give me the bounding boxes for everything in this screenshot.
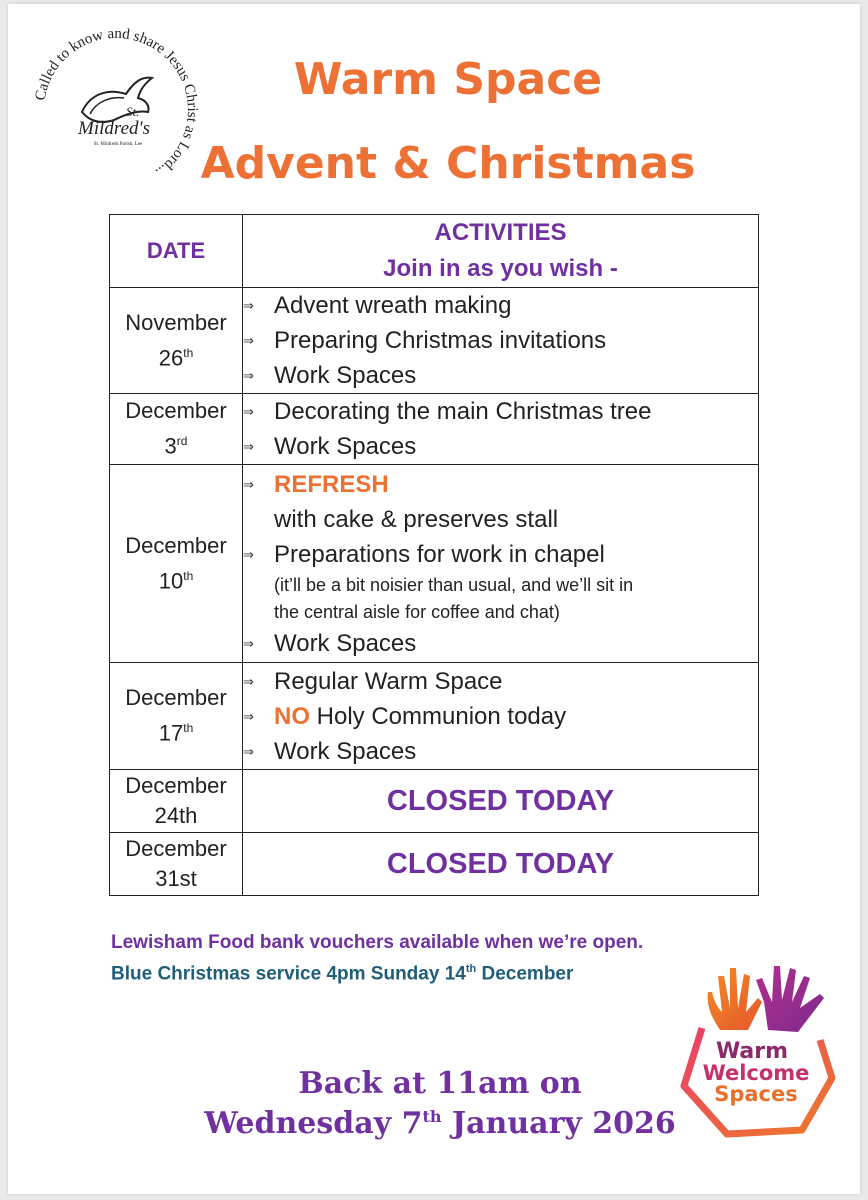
table-header-row	[110, 215, 759, 288]
table-row	[110, 663, 759, 770]
logo-ring-text: Called to know and share Jesus Christ as Lord...	[32, 25, 201, 181]
table-row	[110, 465, 759, 663]
row-date	[110, 833, 243, 896]
row-day: 3rd	[164, 433, 188, 459]
table-row	[110, 394, 759, 465]
closed-label: CLOSED TODAY	[243, 770, 759, 833]
header-activities-sub: Join in as you wish -	[383, 255, 618, 282]
row-activities	[243, 288, 759, 394]
header-activities: ACTIVITIES	[434, 219, 567, 246]
list-item: ⇒ Preparations for work in chapel	[243, 537, 758, 572]
table-row	[110, 770, 759, 833]
title-line-2: Advent & Christmas	[200, 138, 696, 189]
arrow-icon: ⇒	[243, 404, 254, 419]
arrow-icon: ⇒	[243, 298, 254, 313]
title-line-1: Warm Space	[293, 54, 603, 105]
row-activities	[243, 663, 759, 770]
wws-line-2: Welcome	[702, 1061, 810, 1085]
row-day: 10th	[158, 568, 194, 594]
row-date	[110, 465, 243, 663]
row-month: December	[125, 773, 227, 798]
arrow-icon: ⇒	[243, 673, 254, 689]
logo-name: Mildred's	[78, 118, 150, 139]
list-item-note: the central aisle for coffee and chat)	[274, 601, 560, 622]
row-day: 17th	[158, 720, 194, 746]
back-line-2: Wednesday 7th January 2026	[204, 1106, 676, 1141]
row-day: 31st	[155, 866, 197, 891]
row-date	[110, 288, 243, 394]
arrow-icon: ⇒	[243, 439, 254, 454]
arrow-icon: ⇒	[243, 708, 254, 724]
list-item: ⇒ NO Holy Communion today	[243, 699, 758, 734]
list-item: ⇒ Work Spaces	[243, 429, 758, 464]
list-item: ⇒ Decorating the main Christmas tree	[243, 394, 758, 429]
list-item: ⇒ Regular Warm Space	[243, 664, 758, 699]
wws-line-3: Spaces	[714, 1082, 798, 1106]
row-day: 26th	[158, 345, 194, 371]
warm-welcome-spaces-logo	[672, 958, 842, 1143]
left-hand-icon	[708, 968, 762, 1030]
table-row	[110, 833, 759, 896]
arrow-icon: ⇒	[243, 476, 254, 492]
row-month: December	[125, 398, 227, 424]
foodbank-note: Lewisham Food bank vouchers available when we’re open.	[111, 932, 644, 953]
list-item: ⇒ Work Spaces	[243, 734, 758, 769]
dove-icon	[82, 78, 152, 122]
list-item: ⇒ REFRESH	[243, 467, 758, 502]
arrow-icon: ⇒	[243, 333, 254, 348]
schedule-table	[109, 214, 759, 896]
header-activities-cell	[243, 215, 759, 288]
arrow-icon: ⇒	[243, 743, 254, 759]
row-month: November	[125, 309, 227, 335]
row-date	[110, 663, 243, 770]
row-date	[110, 770, 243, 833]
row-month: December	[125, 836, 227, 861]
blue-christmas-note: Blue Christmas service 4pm Sunday 14th December	[111, 963, 574, 985]
row-date	[110, 394, 243, 465]
row-activities	[243, 394, 759, 465]
list-item-sub: with cake & preserves stall	[274, 505, 559, 533]
arrow-icon: ⇒	[243, 546, 254, 562]
logo-st: St.	[126, 104, 140, 119]
list-item: ⇒ Work Spaces	[243, 626, 758, 661]
closed-label: CLOSED TODAY	[243, 833, 759, 896]
list-item-note: (it’ll be a bit noisier than usual, and we’ll sit in	[274, 574, 634, 595]
row-activities	[243, 465, 759, 663]
header-date: DATE	[110, 215, 243, 288]
right-hand-icon	[756, 966, 824, 1032]
back-line-1: Back at 11am on	[298, 1066, 582, 1101]
arrow-icon: ⇒	[243, 368, 254, 383]
list-item: ⇒ Preparing Christmas invitations	[243, 323, 758, 358]
row-day: 24th	[154, 803, 198, 828]
list-item: ⇒ Advent wreath making	[243, 288, 758, 323]
arrow-icon: ⇒	[243, 635, 254, 651]
list-item: ⇒ Work Spaces	[243, 358, 758, 393]
row-month: December	[125, 532, 227, 558]
wws-line-1: Warm	[715, 1039, 789, 1064]
row-month: December	[125, 685, 227, 711]
logo-subtitle: St. Mildreds Parish, Lee	[93, 142, 143, 147]
table-row	[110, 288, 759, 394]
